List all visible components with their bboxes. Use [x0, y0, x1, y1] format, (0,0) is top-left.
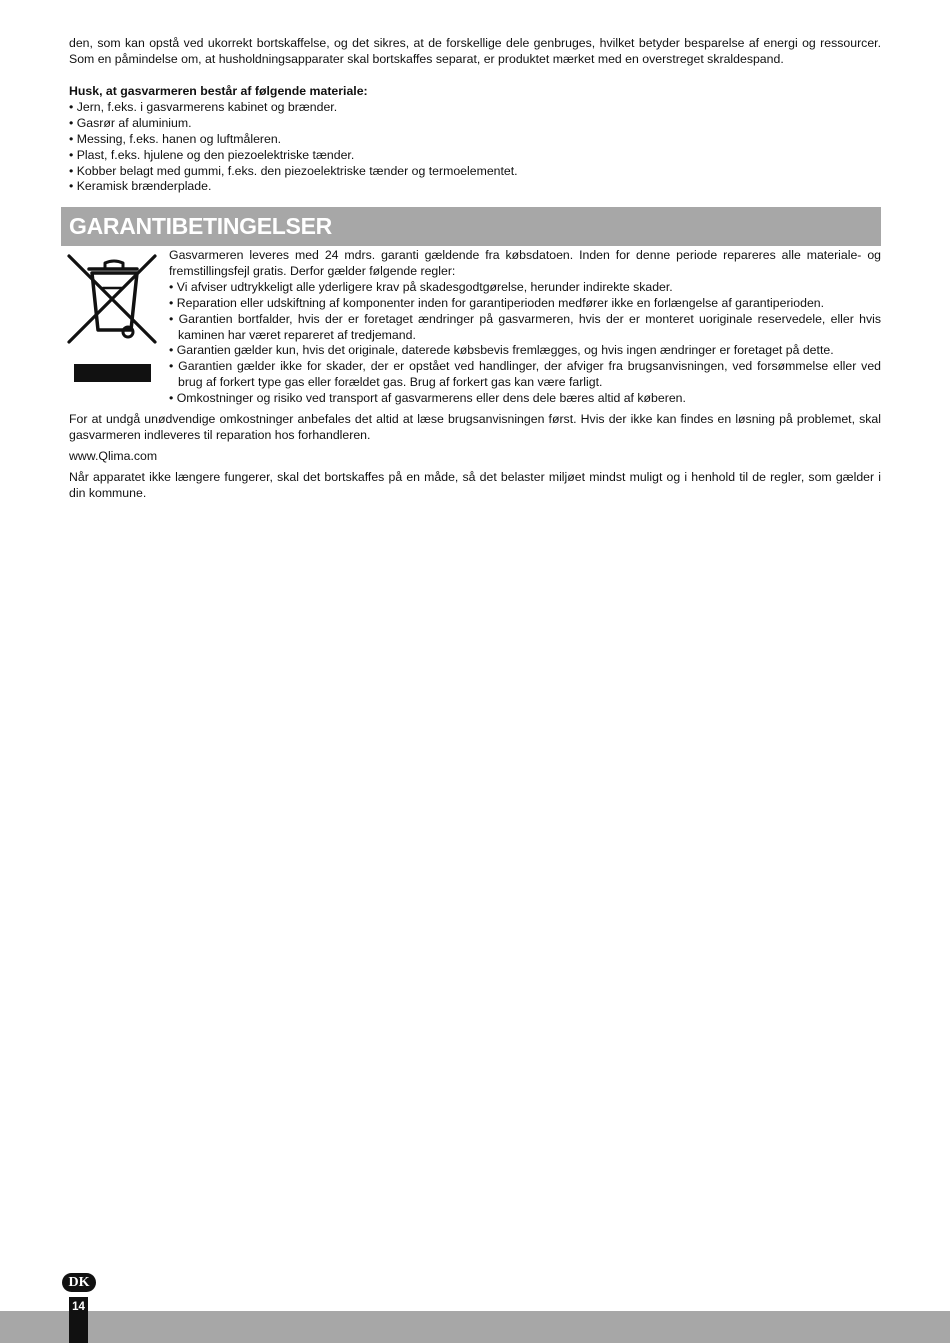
intro-text: den, som kan opstå ved ukorrekt bortskaffelse, og det sikres, at de forskellige dele genbruges, hvilket betyder besparelse af energi og ressourcer. Som en påmindelse om, at husholdningsapparater skal bortskaffes separat, er produktet mærket med en overstreget skraldespand.: [69, 36, 881, 66]
list-item: • Keramisk brænderplade.: [69, 179, 212, 194]
footer-bar: [0, 1311, 950, 1343]
warranty-rules-list: [169, 280, 881, 407]
section-title-bar: [61, 207, 881, 246]
list-item: • Messing, f.eks. hanen og luftmåleren.: [69, 131, 282, 146]
intro-paragraph-block: [69, 36, 881, 68]
list-item: • Jern, f.eks. i gasvarmerens kabinet og brænder.: [69, 99, 338, 114]
list-item: • Omkostninger og risiko ved transport af gasvarmerens eller dens dele bæres altid af køberen.: [169, 391, 686, 406]
crossed-out-wheelie-bin-icon: [67, 252, 161, 382]
list-item: • Garantien gælder kun, hvis det originale, daterede købsbevis fremlægges, og hvis ingen ændringer er foretaget på dette.: [169, 343, 834, 358]
closing-paragraphs: [69, 412, 881, 507]
materials-heading: Husk, at gasvarmeren består af følgende materiale:: [69, 84, 368, 98]
website-text: www.Qlima.com: [69, 448, 158, 463]
materials-section: [69, 84, 881, 195]
list-item: • Gasrør af aluminium.: [69, 115, 192, 130]
list-item: • Vi afviser udtrykkeligt alle yderligere krav på skadesgodtgørelse, herunder indirekte skader.: [169, 279, 673, 294]
section-title: GARANTIBETINGELSER: [69, 213, 332, 239]
list-item: • Garantien bortfalder, hvis der er foretaget ændringer på gasvarmeren, hvis der er monteret uoriginale reservedele, eller hvis kaminen har været repareret af tredjemand.: [169, 311, 881, 342]
list-item: • Plast, f.eks. hjulene og den piezoelektriske tænder.: [69, 147, 355, 162]
disposal-text: Når apparatet ikke længere fungerer, skal det bortskaffes på en måde, så det belaster miljøet mindst muligt og i henhold til de regler, som gælder i din kommune.: [69, 469, 881, 500]
materials-list: [69, 100, 881, 195]
warranty-conditions: [169, 248, 881, 407]
list-item: • Reparation eller udskiftning af komponenter inden for garantiperioden medfører ikke en forlængelse af garantiperioden.: [169, 295, 825, 310]
list-item: • Garantien gælder ikke for skader, der er opstået ved handlinger, der afviger fra brugsanvisningen, ved forsømmelse eller ved brug af forkert type gas eller forældet gas. Brug af forkert gas kan være farligt.: [169, 359, 881, 390]
warranty-intro: Gasvarmeren leveres med 24 mdrs. garanti gældende fra købsdatoen. Inden for denne periode repareres alle materiale- og fremstillingsfejl gratis. Derfor gælder følgende regler:: [169, 248, 881, 278]
language-badge: DK: [62, 1273, 96, 1292]
page-number: 14: [69, 1297, 88, 1343]
list-item: • Kobber belagt med gummi, f.eks. den piezoelektriske tænder og termoelementet.: [69, 163, 518, 178]
advice-text: For at undgå unødvendige omkostninger anbefales det altid at læse brugsanvisningen først. Hvis der ikke kan findes en løsning på problemet, skal gasvarmeren indleveres til reparation hos forhandleren.: [69, 412, 881, 442]
